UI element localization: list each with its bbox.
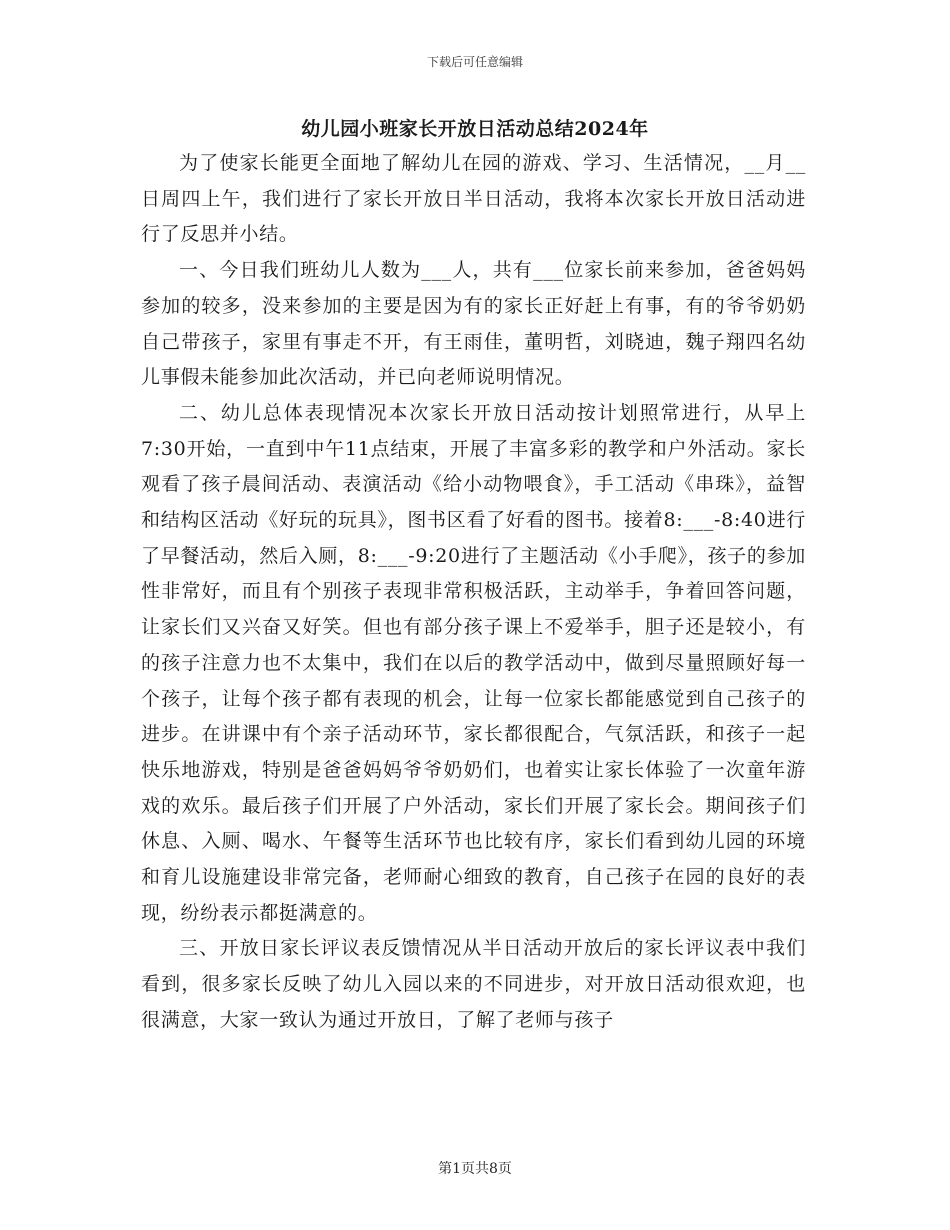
paragraph: 二、幼儿总体表现情况本次家长开放日活动按计划照常进行，从早上7:30开始，一直到中午11点结束，开展了丰富多彩的教学和户外活动。家长观看了孩子晨间活动、表演活动《给小动物喂食》，手工活动《串珠》，益智和结构区活动《好玩的玩具》，图书区看了好看的图书。接着8:___-8:40进行了早餐活动，然后入厕，8:___-9:20进行了主题活动《小手爬》，孩子的参加性非常好，而且有个别孩子表现非常积极活跃，主动举手，争着回答问题，让家长们又兴奋又好笑。但也有部分孩子课上不爱举手，胆子还是较小，有的孩子注意力也不太集中，我们在以后的教学活动中，做到尽量照顾好每一个孩子，让每个孩子都有表现的机会，让每一位家长都能感觉到自己孩子的进步。在讲课中有个亲子活动环节，家长都很配合，气氛活跃，和孩子一起快乐地游戏，特别是爸爸妈妈爷爷奶奶们，也着实让家长体验了一次童年游戏的欢乐。最后孩子们开展了户外活动，家长们开展了家长会。期间孩子们休息、入厕、喝水、午餐等生活环节也比较有序，家长们看到幼儿园的环境和育儿设施建设非常完备，老师耐心细致的教育，自己孩子在园的良好的表现，纷纷表示都挺满意的。 [141,401,806,924]
paragraph: 为了使家长能更全面地了解幼儿在园的游戏、学习、生活情况，__月__日周四上午，我们进行了家长开放日半日活动，我将本次家长开放日活动进行了反思并小结。 [141,152,806,246]
header-note: 下载后可任意编辑 [426,55,523,69]
document-body [141,146,806,1039]
document-title: 幼儿园小班家长开放日活动总结2024年 [301,118,649,140]
paragraph: 一、今日我们班幼儿人数为___人，共有___位家长前来参加，爸爸妈妈参加的较多，没来参加的主要是因为有的家长正好赶上有事，有的爷爷奶奶自己带孩子，家里有事走不开，有王雨佳，董明哲，刘晓迪，魏子翔四名幼儿事假未能参加此次活动，并已向老师说明情况。 [141,259,806,389]
paragraph: 三、开放日家长评议表反馈情况从半日活动开放后的家长评议表中我们看到，很多家长反映了幼儿入园以来的不同进步，对开放日活动很欢迎，也很满意，大家一致认为通过开放日，了解了老师与孩子 [141,937,806,1031]
page-indicator: 第1页共8页 [438,1161,512,1177]
